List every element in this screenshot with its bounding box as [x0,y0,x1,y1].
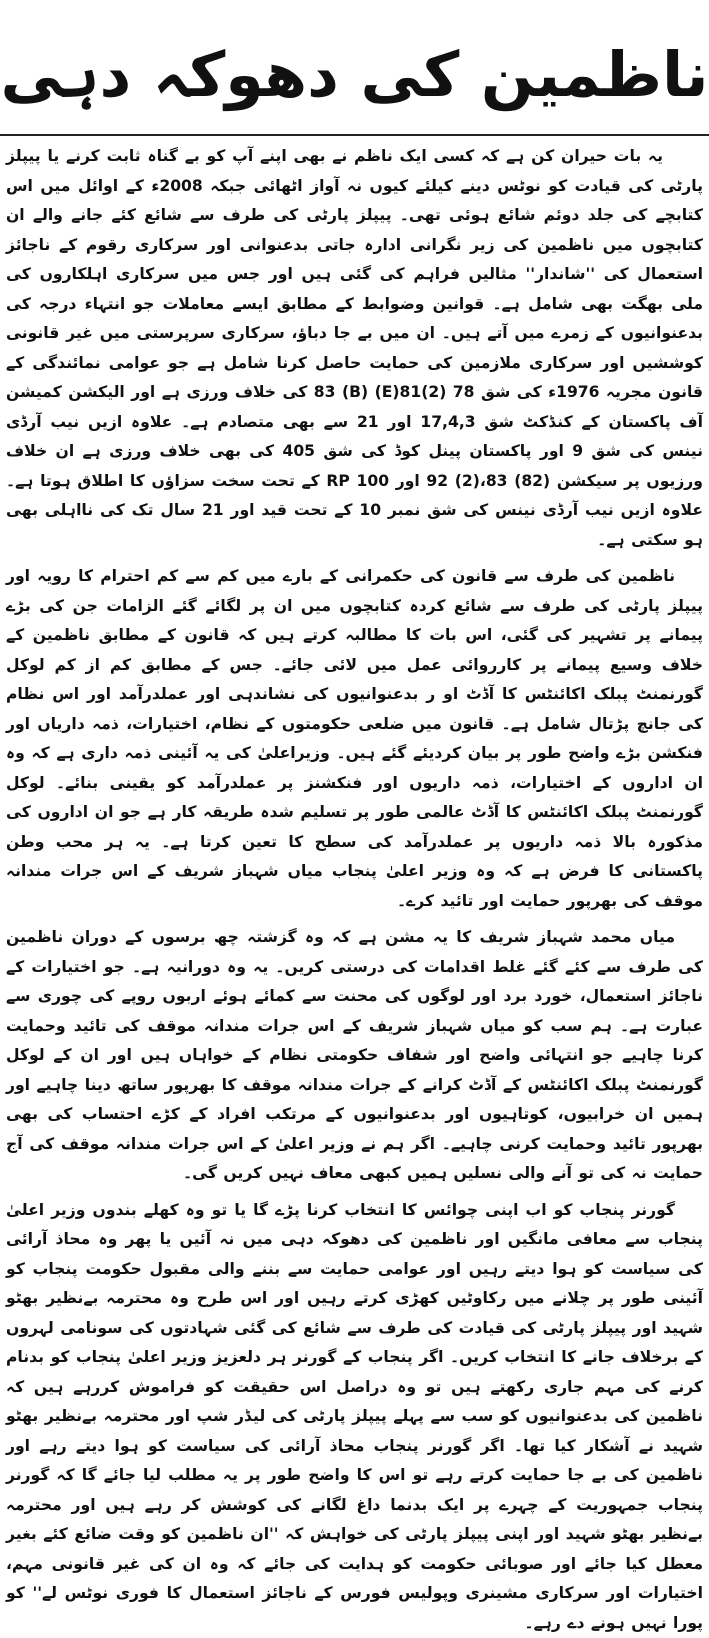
article-title: ناظمین کی دھوکہ دہی [0,20,709,130]
article-paragraph-1: یہ بات حیران کن ہے کہ کسی ایک ناظم نے بھی اپنے آپ کو بے گناہ ثابت کرنے یا پیپلز پارٹی کی قیادت کو نوٹس دینے کیلئے کیوں نہ آواز اٹھائی جبکہ 2008ء کے اوائل میں اس کتابچے کی جلد دوئم شائع ہوئی تھی۔ پیپلز پارٹی کی طرف سے شائع کئے جانے والے ان کتابچوں میں ناظمین کی زیر نگرانی ادارہ جاتی بدعنوانی اور سرکاری رقوم کے ناجائز استعمال کی ''شاندار'' مثالیں فراہم کی گئی ہیں اور جس میں سرکاری اہلکاروں کی ملی بھگت بھی شامل ہے۔ قوانین وضوابط کے مطابق ایسے معاملات جو انتہاء درجہ کی بدعنوانیوں کے زمرے میں آتے ہیں۔ ان میں بے جا دباؤ، سرکاری سرپرستی میں غیر قانونی کوششیں اور سرکاری ملازمین کی حمایت حاصل کرنا شامل ہے جو عوامی نمائندگی کے قانون مجریہ 1976ء کی شق 78 (2)81(E) 83 (B) کی خلاف ورزی ہے اور الیکشن کمیشن آف پاکستان کے کنڈکٹ شق 17,4,3 اور 21 سے بھی متصادم ہے۔ علاوہ ازیں نیب آرڈی نینس کی شق 9 اور پاکستان پینل کوڈ کی شق 405 کی بھی خلاف ورزی ہے ان خلاف ورزیوں پر سیکشن (82) 83،(2) 92 اور RP 100 کے تحت سخت سزاؤں کا اطلاق ہوتا ہے۔ علاوہ ازیں نیب آرڈی نینس کی شق نمبر 10 کے تحت قید اور 21 سال تک کی نااہلی بھی ہو سکتی ہے۔ [6,142,703,555]
article-paragraph-3: میاں محمد شہباز شریف کا یہ مشن ہے کہ وہ گزشتہ چھ برسوں کے دوران ناظمین کی طرف سے کئے گئے غلط اقدامات کی درستی کریں۔ یہ وہ دورانیہ ہے۔ جو اختیارات کے ناجائز استعمال، خورد برد اور لوگوں کی محنت سے کمائے ہوئے اربوں روپے کی چوری سے عبارت ہے۔ ہم سب کو میاں شہباز شریف کے اس جرات مندانہ موقف کی تائید وحمایت کرنا چاہیے جو انتہائی واضح اور شفاف حکومتی نظام کے خواہاں ہیں اور ان کے لوکل گورنمنٹ پبلک اکائنٹس کے آڈٹ کرانے کے جرات مندانہ موقف کا بھرپور ساتھ دینا چاہیے اور ہمیں ان خرابیوں، کوتاہیوں اور بدعنوانیوں کے مرتکب افراد کے کڑے احتساب کی بھی بھرپور تائید وحمایت کرنی چاہیے۔ اگر ہم نے وزیر اعلیٰ کے اس جرات مندانہ موقف کی آج حمایت نہ کی تو آنے والی نسلیں ہمیں کبھی معاف نہیں کریں گی۔ [6,923,703,1189]
title-divider [0,134,709,136]
article-paragraph-4: گورنر پنجاب کو اب اپنی چوائس کا انتخاب کرنا پڑے گا یا تو وہ کھلے بندوں وزیر اعلیٰ پنجاب سے معافی مانگیں اور ناظمین کی دھوکہ دہی میں نہ آئیں یا پھر وہ محاذ آرائی کی سیاست کو ہوا دیتے رہیں اور عوامی حمایت سے بننے والی مقبول حکومت پنجاب کو آئینی طور پر چلانے میں رکاوٹیں کھڑی کرتے رہیں اور اس طرح وہ محترمہ بےنظیر بھٹو شہید اور پیپلز پارٹی کی قیادت کی طرف سے شائع کی گئی شہادتوں کی سونامی لہروں کے برخلاف جانے کا انتخاب کریں۔ اگر پنجاب کے گورنر ہر دلعزیز وزیر اعلیٰ پنجاب کو بدنام کرنے کی مہم جاری رکھتے ہیں تو وہ دراصل اس حقیقت کو فراموش کررہے ہیں کہ ناظمین کی بدعنوانیوں کو سب سے پہلے پیپلز پارٹی کی لیڈر شپ اور محترمہ بےنظیر بھٹو شہید نے آشکار کیا تھا۔ اگر گورنر پنجاب محاذ آرائی کی سیاست کو ہوا دیتے رہے اور ناظمین کی بے جا حمایت کرتے رہے تو اس کا واضح طور پر یہ مطلب لیا جائے گا کہ گورنر پنجاب جمہوریت کے چہرے پر ایک بدنما داغ لگانے کی کوشش کر رہے ہیں اور محترمہ بےنظیر بھٹو شہید اور اپنی پیپلز پارٹی کی خواہش کہ ''ان ناظمین کو وقت ضائع کئے بغیر معطل کیا جائے اور صوبائی حکومت کو ہدایت کی جائے کہ وہ ان کی غیر قانونی مہم، اختیارات اور سرکاری مشینری وپولیس فورس کے ناجائز استعمال کا فوری نوٹس لے'' کو پورا نہیں ہونے دے رہے۔ [6,1196,703,1638]
article-body [6,142,703,1397]
article-paragraph-2: ناظمین کی طرف سے قانون کی حکمرانی کے بارے میں کم سے کم احترام کا رویہ اور پیپلز پارٹی کی طرف سے شائع کردہ کتابچوں میں ان پر لگائے گئے الزامات جن کی بڑے پیمانے پر تشہیر کی گئی، اس بات کا مطالبہ کرتے ہیں کہ قانون کے مطابق ناظمین کے خلاف وسیع پیمانے پر کارروائی عمل میں لائی جائے۔ جس کے مطابق کم از کم لوکل گورنمنٹ پبلک اکائنٹس کا آڈٹ او ر بدعنوانیوں کی نشاندہی اور عملدرآمد اور اس نظام کی جانچ پڑتال شامل ہے۔ قانون میں ضلعی حکومتوں کے نظام، اختیارات، ذمہ داریاں اور فنکشن بڑے واضح طور پر بیان کردیئے گئے ہیں۔ وزیراعلیٰ کی یہ آئینی ذمہ داری ہے کہ وہ ان اداروں کے اختیارات، ذمہ داریوں اور فنکشنز پر عملدرآمد کو یقینی بنائے۔ لوکل گورنمنٹ پبلک اکائنٹس کا آڈٹ عالمی طور پر تسلیم شدہ طریقہ کار ہے جو ان اداروں کی مذکورہ بالا ذمہ داریوں پر عملدرآمد کی سطح کا تعین کرتا ہے۔ یہ ہر محب وطن پاکستانی کا فرض ہے کہ وہ وزیر اعلیٰ پنجاب میاں شہباز شریف کے اس جرات مندانہ موقف کی بھرپور حمایت اور تائید کرے۔ [6,562,703,916]
